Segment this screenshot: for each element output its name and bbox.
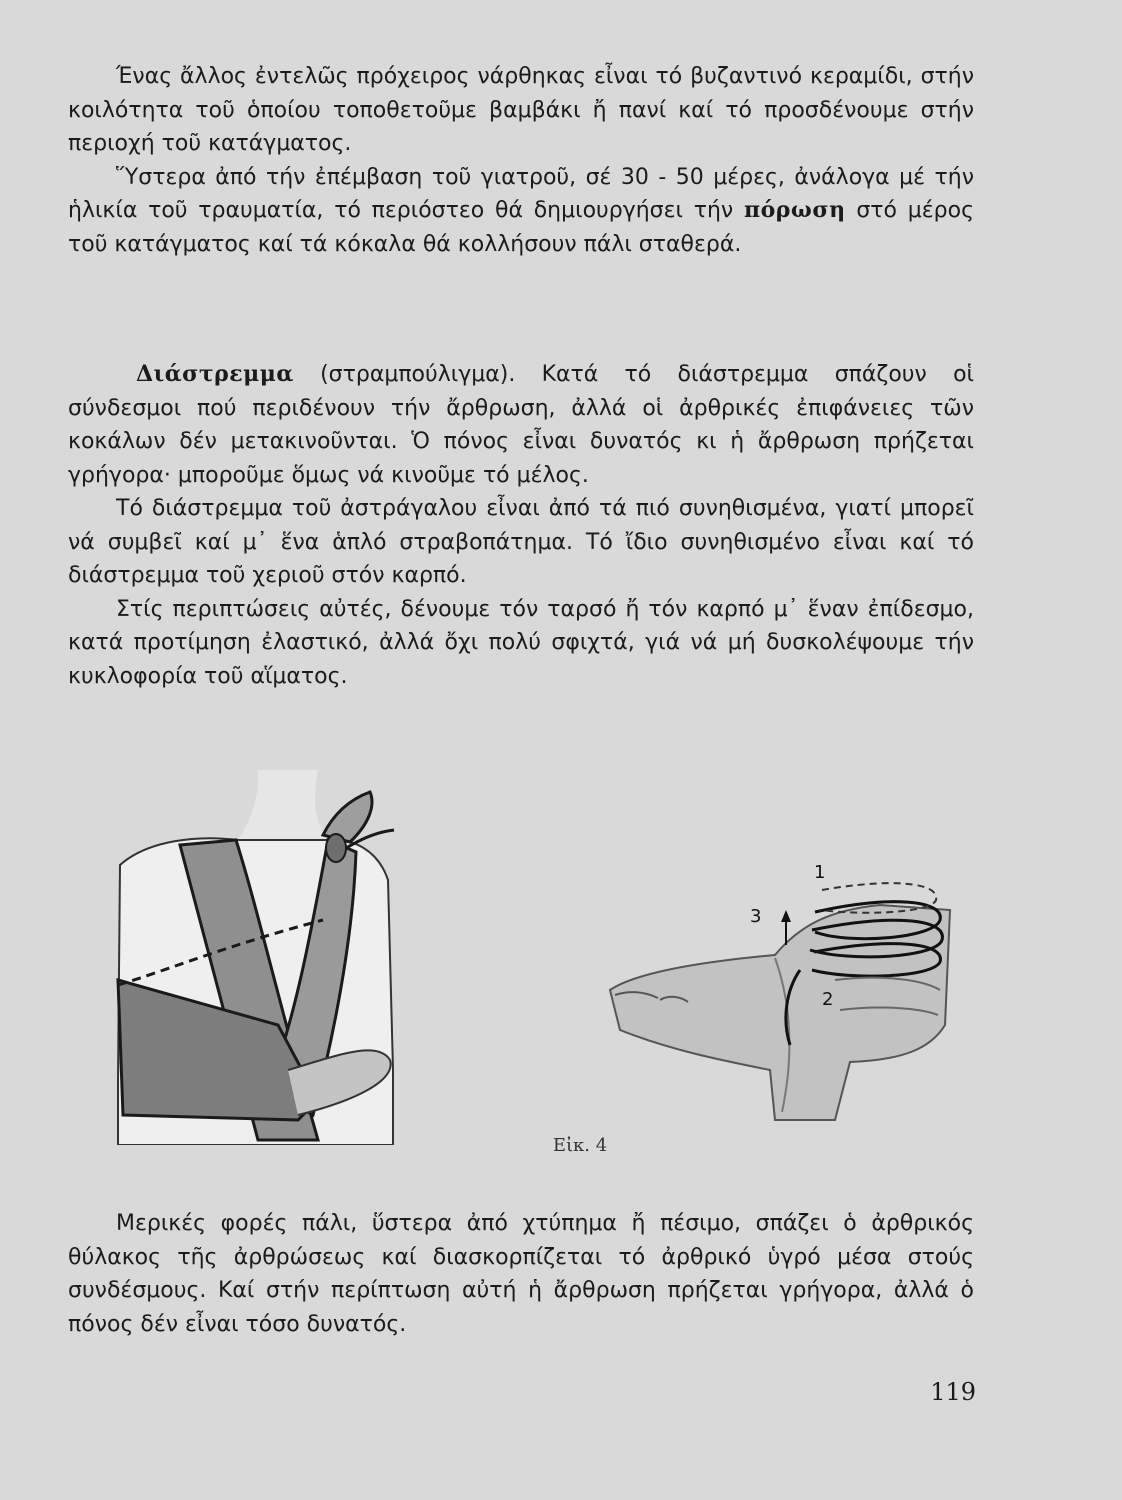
callus-text-after: στό μέρος τοῦ κατάγματος καί τά κόκαλα θά κολλήσουν πάλι σταθερά. <box>68 198 975 257</box>
bandage-label-3: 3 <box>750 906 762 927</box>
paragraph-joint-capsule: Μερικές φορές πάλι, ὕστερα ἀπό χτύπημα ἤ πέσιμο, σπάζει ὁ ἀρθρικός θύλακος τῆς ἀρθρώσεως καί διασκορπίζεται τό ἀρθρικό ὑγρό μέσα στούς συνδέσμους. Καί στήν περίπτωση αὐτή ἡ ἄρθρωση πρήζεται γρήγορα, ἀλλά ὁ πόνος δέν εἶναι τόσο δυνατός. <box>68 1211 974 1337</box>
bandage-label-1: 1 <box>814 862 826 883</box>
figure-caption: Εἰκ. 4 <box>552 1135 608 1156</box>
paragraph-ankle-sprain: Τό διάστρεμμα τοῦ ἀστράγαλου εἶναι ἀπό τά πιό συνηθισμένα, γιατί μπορεῖ νά συμβεῖ καί μ᾽ ἕνα ἁπλό στραβοπάτημα. Τό ἴδιο συνηθισμένο εἶναι καί τό διάστρεμμα τοῦ χεριοῦ στόν καρπό. <box>68 496 974 588</box>
paragraph-sprain-definition <box>68 358 974 492</box>
sprain-definition-text: (στραμπούλιγμα). Κατά τό διάστρεμμα σπάζουν οἱ σύνδεσμοι πού περιδένουν τήν ἄρθρωση, ἀλλά οἱ ἀρθρικές ἐπιφάνειες τῶν κοκάλων δέν μετακινοῦνται. Ὁ πόνος εἶναι δυνατός κι ἡ ἄρθρωση πρήζεται γρήγορα· μποροῦμε ὅμως νά κινοῦμε τό μέλος. <box>68 362 974 488</box>
term-diastremma: Διάστρεμμα <box>136 361 294 387</box>
arm-sling-illustration <box>108 770 408 1145</box>
paragraph-tile-splint: Ένας ἄλλος ἐντελῶς πρόχειρος νάρθηκας εἶναι τό βυζαντινό κεραμίδι, στήν κοιλότητα τοῦ ὁποίου τοποθετοῦμε βαμβάκι ἤ πανί καί τό προσδένουμε στήν περιοχή τοῦ κατάγματος. <box>68 64 974 156</box>
text-block-splints <box>68 60 974 261</box>
bandage-label-2: 2 <box>822 989 834 1010</box>
ankle-bandage-illustration <box>600 850 960 1130</box>
paragraph-bandaging: Στίς περιπτώσεις αὐτές, δένουμε τόν ταρσό ἤ τόν καρπό μ᾽ ἕναν ἐπίδεσμο, κατά προτίμηση ἐλαστικό, ἀλλά ὄχι πολύ σφιχτά, γιά νά μή δυσκολέψουμε τήν κυκλοφορία τοῦ αἵματος. <box>68 596 974 689</box>
page-number: 119 <box>930 1378 976 1406</box>
text-block-sprain <box>68 358 974 693</box>
callus-text-before: Ὕστερα ἀπό τήν ἐπέμβαση τοῦ γιατροῦ, σέ 30 - 50 μέρες, ἀνάλογα μέ τήν ἡλικία τοῦ τραυματία, τό περιόστεο θά δημιουργήσει τήν <box>68 164 974 223</box>
text-block-joint-capsule <box>68 1207 974 1341</box>
term-porosi: πόρωση <box>744 197 846 223</box>
paragraph-callus <box>68 161 974 262</box>
